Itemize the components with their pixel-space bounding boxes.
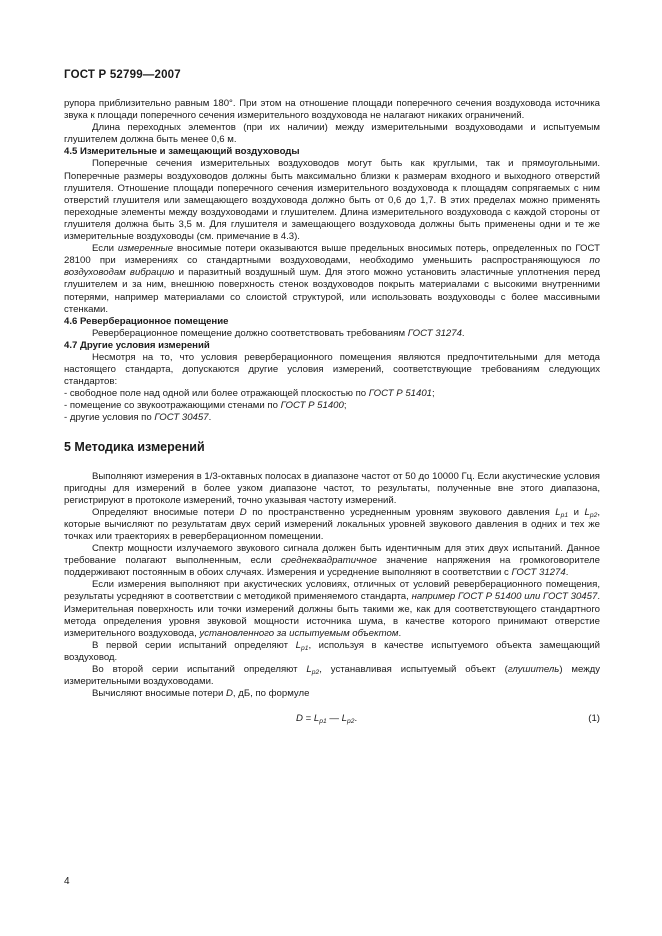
text-run: и паразитный воздушный шум. Для этого можно установить эластичные уплотнения перед глушителем и за ним, внешнюю поверхность стенок воздуховодов покрыть материалами с высокими внутренними потерями, например материалами со слоистой структурой, или использовать воздуховоды с более массивными стенками. — [64, 267, 601, 315]
standard-reference: ГОСТ 30457 — [154, 412, 209, 424]
paragraph: Длина переходных элементов (при их наличии) между измерительными воздуховодами и испытуемым глушителем должна быть менее 0,6 м. — [64, 122, 600, 146]
formula-number: (1) — [588, 713, 600, 725]
subscript: p1 — [560, 511, 569, 519]
text-run: ; — [432, 388, 435, 400]
standard-reference: ГОСТ 31274 — [511, 567, 566, 579]
symbol-l: L — [295, 639, 301, 651]
italic-text: установленного за испытуемым объектом — [199, 627, 399, 639]
paragraph — [64, 507, 600, 543]
subscript: p2 — [346, 718, 355, 726]
subscript: p2 — [589, 511, 598, 519]
text-run: , дБ, по формуле — [232, 688, 310, 700]
text-run: ; — [343, 400, 347, 412]
paragraph — [64, 688, 600, 700]
text-run: . — [565, 567, 569, 579]
text-run: по пространственно усредненным уровням звукового давления — [246, 506, 556, 518]
text-run: . — [398, 627, 402, 639]
standard-reference: ГОСТ Р 51400 — [280, 400, 344, 412]
text-run: - помещение со звукоотражающими стенами по — [64, 400, 281, 412]
standard-reference: ГОСТ Р 51401 — [368, 388, 433, 400]
text-run: Во второй серии испытаний определяют — [92, 664, 307, 676]
paragraph — [64, 664, 600, 688]
minus-sign: — — [326, 713, 342, 725]
symbol-l: L — [584, 506, 590, 518]
subscript: p1 — [300, 644, 309, 652]
text-run: вносимые потери оказываются выше предельных вносимых потерь, определенных по ГОСТ 28100 при измерениях со стандартными воздуховодами, необходимо уменьшить распространяющуюся — [64, 243, 600, 267]
symbol-l: L — [555, 506, 561, 518]
subsection-heading-4-5: 4.5 Измерительные и замещающий воздуховоды — [64, 146, 300, 158]
text-run: . — [208, 412, 212, 424]
symbol-l: L — [306, 664, 312, 676]
paragraph: Выполняют измерения в 1/3-октавных полосах в диапазоне частот от 50 до 10000 Гц. Если акустические условия пригодны для измерений в более узком диапазоне частот, то результаты, полученные вне этого диапазона, регистрируют в протоколе измерений, точно указывая частоту измерений. — [64, 470, 600, 506]
italic-text: по воздуховодам вибрацию — [64, 255, 600, 279]
paragraph — [64, 243, 600, 316]
text-run: Определяют вносимые потери — [92, 506, 240, 518]
text-run: Вычисляют вносимые потери — [92, 688, 226, 700]
text-run: - другие условия по — [64, 412, 155, 424]
text-run: и — [568, 506, 585, 518]
text-run: ) между измерительными воздуховодами. — [64, 664, 601, 688]
text-run: , используя в качестве испытуемого объекта замещающий воздуховод. — [64, 639, 600, 663]
symbol-d: D — [239, 506, 247, 518]
list-item — [64, 412, 600, 424]
text-run: - свободное поле над одной или более отражающей плоскостью по — [64, 388, 369, 400]
list-item — [64, 388, 600, 400]
text-run: Спектр мощности излучаемого звукового сигнала должен быть идентичным для этих двух испытаний. Данное требование полагают выполненным, если — [64, 543, 600, 567]
formula-1 — [64, 713, 600, 729]
text-run: . — [461, 327, 465, 339]
text-run: значение напряжения на громкоговорителе поддерживают постоянным в обоих случаях. Измерения и усреднение выполняют в соответствии с — [64, 555, 600, 579]
text-run: . Измерительная поверхность или точки измерений должны быть такими же, как для соответствующего стандартного метода определения уровня звуковой мощности источника шума, в качестве которого принимают отверстие измерительного воздуховода, — [64, 591, 600, 639]
symbol-d: D — [296, 713, 303, 725]
subscript: p1 — [319, 718, 327, 726]
standard-code-header: ГОСТ Р 52799—2007 — [64, 69, 181, 81]
equals-sign: = — [302, 713, 314, 725]
list-item — [64, 400, 600, 412]
italic-text: среднеквадратичное — [280, 555, 377, 567]
paragraph: Поперечные сечения измерительных воздуховодов могут быть как круглыми, так и прямоугольными. Поперечные размеры воздуховодов должны быть максимально близки к размерам входного и выходного отверстий глушителя. Отношение площади поперечного сечения измерительного воздуховода к площадям сопрягаемых с ним отверстий глушителя или замещающего воздуховода должно быть от 0,6 до 1,7. В этих пределах можно применять переходные элементы между воздуховодами и глушителем. Длина измерительного воздуховода с каждой стороны от глушителя должна быть 3,5 м. Для глушителя и замещающего воздуховода должны быть применены одни и те же измерительные воздуховоды (см. примечание в 4.3). — [64, 158, 600, 243]
paragraph: рупора приблизительно равным 180°. При этом на отношение площади поперечного сечения воздуховода источника звука к площади поперечного сечения измерительного воздуховода не налагают никаких ограничений. — [64, 98, 600, 122]
formula-expression — [296, 713, 357, 725]
paragraph — [64, 543, 600, 579]
subsection-heading-4-6: 4.6 Реверберационное помещение — [64, 315, 229, 327]
paragraph — [64, 328, 600, 340]
text-run: Если — [92, 243, 118, 255]
text-run: Если измерения выполняют при акустических условиях, отличных от условий реверберационного помещения, результаты усредняют в соответствии с методикой применяемого стандарта, — [64, 579, 600, 603]
paragraph: Несмотря на то, что условия реверберационного помещения являются предпочтительными для метода настоящего стандарта, допускаются другие условия измерений, соответствующие требованиям следующих стандартов: — [64, 351, 600, 388]
standard-reference: например ГОСТ Р 51400 или ГОСТ 30457 — [411, 591, 598, 603]
text-run: Реверберационное помещение должно соответствовать требованиям — [92, 327, 408, 339]
body-text — [64, 98, 600, 729]
subscript: p2 — [311, 669, 320, 677]
paragraph — [64, 640, 600, 664]
symbol-l: L — [313, 713, 320, 725]
paragraph — [64, 579, 600, 639]
subsection-heading-4-7: 4.7 Другие условия измерений — [64, 339, 210, 351]
symbol-l: L — [341, 713, 347, 725]
standard-reference: ГОСТ 31274 — [407, 327, 462, 339]
italic-text: измеренные — [117, 243, 174, 255]
text-run: В первой серии испытаний определяют — [92, 639, 296, 651]
section-heading-5: 5 Методика измерений — [64, 439, 205, 454]
text-run: , устанавливая испытуемый объект ( — [319, 664, 508, 676]
page-number: 4 — [64, 876, 70, 887]
symbol-d: D — [225, 688, 233, 700]
italic-text: глушитель — [507, 664, 560, 676]
text-run: , которые вычисляют по результатам двух серий измерений локальных уровней звукового давления в одних и тех же точках или траекториях в реверберационном помещении. — [64, 506, 600, 542]
period: . — [354, 713, 358, 725]
